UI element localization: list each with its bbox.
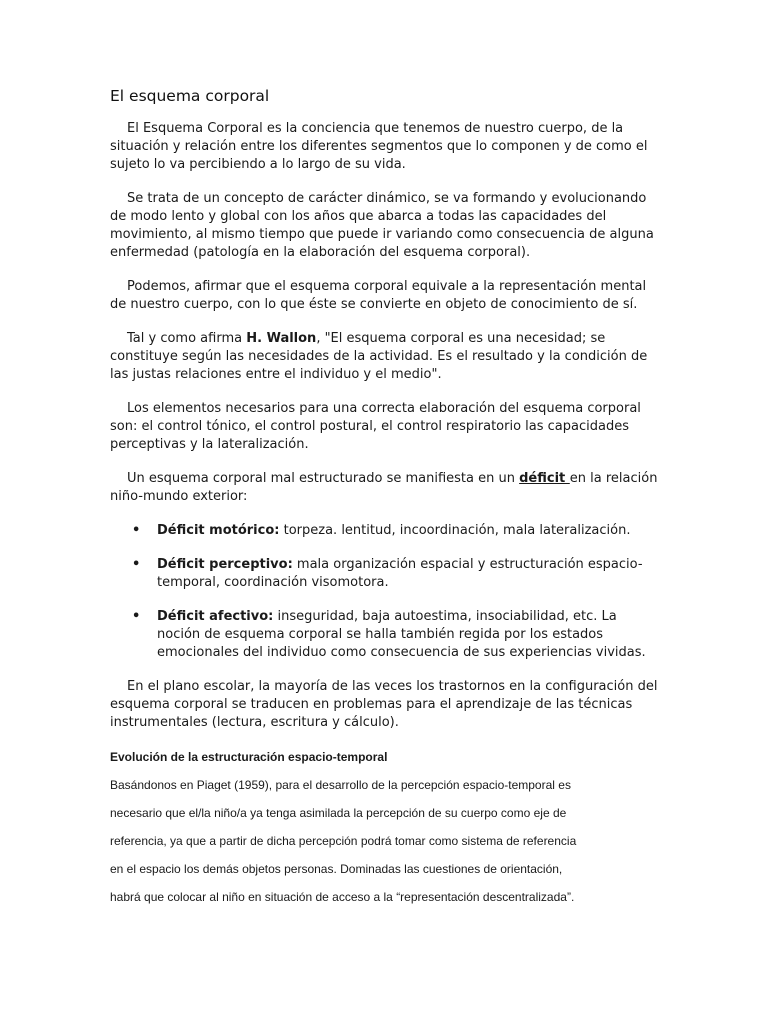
section-title: Evolución de la estructuración espacio-temporal (110, 750, 388, 764)
section-line: habrá que colocar al niño en situación de acceso a la “representación descentralizada”. (110, 890, 575, 904)
bullet-icon: • (132, 523, 141, 538)
section-line: Basándonos en Piaget (1959), para el desarrollo de la percepción espacio-temporal es (110, 778, 571, 792)
paragraph-definition: El Esquema Corporal es la conciencia que tenemos de nuestro cuerpo, de la situación y relación entre los diferentes segmentos que lo componen y de como el sujeto lo va percibiendo a lo largo de su vida. (110, 121, 648, 172)
paragraph-dynamic-concept: Se trata de un concepto de carácter dinámico, se va formando y evolucionando de modo lento y global con los años que abarca a todas las capacidades del movimiento, al mismo tiempo que puede ir variando como consecuencia de alguna enfermedad (patología en la elaboración del esquema corporal). (110, 191, 654, 260)
section-line: en el espacio los demás objetos personas. Dominadas las cuestiones de orientación, (110, 862, 563, 876)
paragraph-necessary-elements: Los elementos necesarios para una correcta elaboración del esquema corporal son: el control tónico, el control postural, el control respiratorio las capacidades perceptivas y la lateralización. (110, 401, 641, 452)
bullet-icon: • (132, 557, 141, 572)
author-name: H. Wallon (246, 331, 317, 346)
deficit-description: inseguridad, baja autoestima, insociabilidad, etc. La noción de esquema corporal se halla también regida por los estados emocionales del individuo como consecuencia de sus experiencias vividas. (157, 609, 646, 660)
list-item-deficit-afectivo (110, 608, 658, 662)
deficit-list (110, 522, 658, 662)
deficit-term: Déficit afectivo: (157, 609, 274, 624)
section-line: necesario que el/la niño/a ya tenga asimilada la percepción de su cuerpo como eje de (110, 806, 567, 820)
document-title: El esquema corporal (110, 87, 270, 105)
wallon-quote-text: , "El esquema corporal es una necesidad; se constituye según las necesidades de la actividad. Es el resultado y la condición de las justas relaciones entre el individuo y el medio". (110, 331, 648, 382)
deficit-description: torpeza. lentitud, incoordinación, mala lateralización. (279, 523, 631, 538)
list-item-deficit-motorico (110, 522, 658, 540)
paragraph-wallon-quote (110, 330, 658, 384)
poor-structure-intro-text: Un esquema corporal mal estructurado se manifiesta en un (127, 471, 520, 486)
deficit-keyword: déficit (519, 471, 570, 486)
bullet-icon: • (132, 609, 141, 624)
document-content (110, 86, 658, 911)
deficit-term: Déficit perceptivo: (157, 557, 293, 572)
paragraph-mental-representation: Podemos, afirmar que el esquema corporal equivale a la representación mental de nuestro cuerpo, con lo que éste se convierte en objeto de conocimiento de sí. (110, 279, 647, 312)
deficit-description: mala organización espacial y estructuración espacio-temporal, coordinación visomotora. (157, 557, 643, 590)
wallon-intro-text: Tal y como afirma (127, 331, 247, 346)
section-body (110, 771, 658, 911)
section-line: referencia, ya que a partir de dicha percepción podrá tomar como sistema de referencia (110, 834, 577, 848)
paragraph-poor-structure (110, 470, 658, 506)
deficit-term: Déficit motórico: (157, 523, 280, 538)
poor-structure-outro-text: en la relación niño-mundo exterior: (110, 471, 658, 504)
paragraph-school-context: En el plano escolar, la mayoría de las veces los trastornos en la configuración del esquema corporal se traducen en problemas para el aprendizaje de las técnicas instrumentales (lectura, escritura y cálculo). (110, 679, 658, 730)
list-item-deficit-perceptivo (110, 556, 658, 592)
